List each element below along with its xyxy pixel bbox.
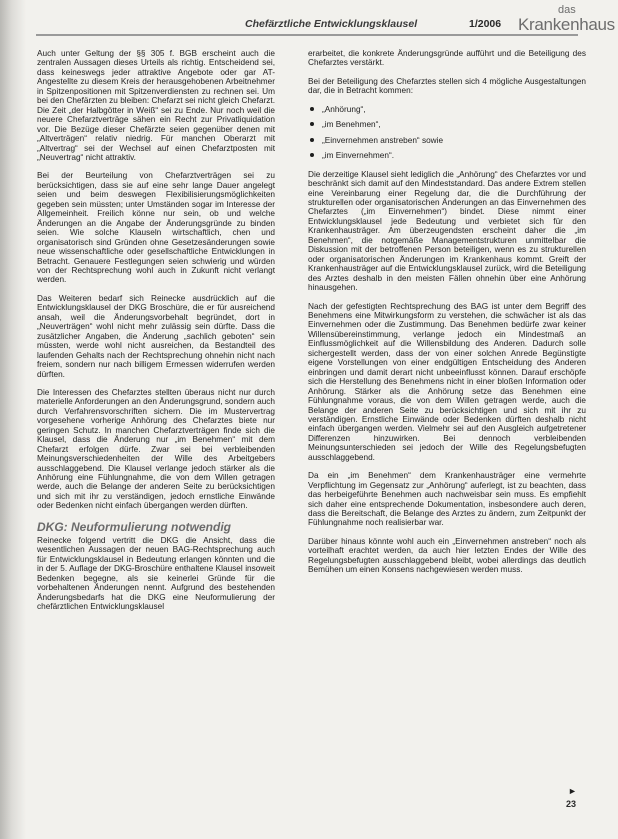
body-paragraph: Bei der Beteiligung des Chefarztes stellen sich 4 mögliche Ausgestaltungen dar, die in Betracht kommen:: [308, 76, 586, 96]
body-paragraph: Die derzeitige Klausel sieht lediglich die „Anhörung“ des Chefarztes vor und beschränkt sich damit auf den Mindeststandard. Das andere Extrem stellen eine Vereinbarung einer Regelung dar, die die Durchführung der strukturellen oder organisatorischen Änderungen an das Einvernehmen des Chefarztes („im Einvernehmen“) bindet. Diese nimmt einer Entwicklungsklausel jede Bedeutung und verbietet sich für den Krankenhausträger. Am überzeugendsten erscheint daher die „im Benehmen“, die notgemäße Managementstrukturen unmittelbar die Diskussion mit der betroffenen Person beteiligen, wenn es zu strukturellen oder organisatorischen Änderungen im Krankenhaus kommt. Greift der Krankenhausträger auf die Entwicklungsklausel zurück, wird die Beteiligung des Arztes deshalb in den meisten Fällen ohnehin über eine Anhörung hinausgehen.: [308, 169, 586, 293]
left-column: [37, 49, 275, 620]
body-paragraph: Auch unter Geltung der §§ 305 f. BGB erscheint auch die zentralen Aussagen dieses Urteils als richtig. Entscheidend sei, dass keineswegs jeder attraktive Angebote oder gar AT-Angestellte zu diesem Kreis der herausgehobenen Arbeitnehmer in Spitzenpositionen mit Spitzenverdiensten zu rechnen sei. Um bei den Chefärzten zu bleiben: Chefarzt sei nicht gleich Chefarzt. Die Zeit „der Halbgötter in Weiß“ sei zu Ende. Nur noch weil die neuere Chefarztverträge sähen ein Recht zur Privatliquidation vor. Die Bezüge dieser Chefärzte seien gegenüber denen mit „Altverträgen“ relativ niedrig. Für manchen Oberarzt mit „Altvertrag“ sei der Wechsel auf einen Chefarztposten mit „Neuvertrag“ nicht attraktiv.: [37, 49, 275, 162]
bullet-list: [308, 105, 586, 161]
binding-shadow: [0, 0, 26, 839]
body-paragraph: Nach der gefestigten Rechtsprechung des BAG ist unter dem Begriff des Benehmens eine Mitwirkungsform zu verstehen, die schwächer ist als das Einvernehmen oder die Zustimmung. Das Benehmen bedürfe zwar keiner Willensübereinstimmung, verlange jedoch ein Mindestmaß an Einflussmöglichkeit auf die Willensbildung des Anderen. Dadurch solle sichergestellt werden, dass der von einer solchen Anrede Begünstigte eigene Vorstellungen von einer endgültigen Entscheidung des Anderen einbringen und damit derart nicht unbeeinflusst können. Darauf erschöpfe sich die Herstellung des Benehmens nicht in einer bloßen Information oder Anhörung. Stärker als die Anhörung setze das Benehmen eine Fühlungnahme voraus, die von dem Willen getragen werde, auch die Belange der anderen Seite zu berücksichtigen und sich mit ihr zu verständigen. Ernstliche Einwände oder Bedenken dürften deshalb nicht einfach übergangen werden. Vielmehr sei auf den Ausgleich aufgetretener Differenzen hinzuwirken. Bei dennoch verbleibenden Meinungsunterschieden sei jedoch der Wille des Regelungsbefugten ausschlaggebend.: [308, 301, 586, 462]
body-paragraph: Da ein „im Benehmen“ dem Krankenhausträger eine vermehrte Verpflichtung im Gegensatz zur „Anhörung“ auferlegt, ist zu beachten, dass das herbeigeführte Benehmen auch nachweisbar sein muss. Es empfiehlt sich daher eine entsprechende Dokumentation, insbesondere auch deren, dass die Bereitschaft, die Belange des Arztes zu ändern, zum Zeitpunkt der Fühlungnahme noch realisierbar war.: [308, 471, 586, 528]
issue-number: 1/2006: [469, 18, 502, 30]
list-item: „im Benehmen“,: [322, 120, 586, 129]
body-paragraph: Reinecke folgend vertritt die DKG die Ansicht, dass die wesentlichen Aussagen der neuen BAG-Rechtsprechung auch für Entwicklungsklausel in Bedeutung erlangen könnten und die in der 5. Auflage der DKG-Broschüre enthaltene Klausel insoweit Bedenken begegne, als sie keinerlei Gründe für die vorbehaltenen Änderungen nennt. Aufgrund des bestehenden Änderungsbedarfs hat die DKG eine Neuformulierung der chefärztlichen Entwicklungsklausel: [37, 535, 275, 612]
body-paragraph: Das Weiteren bedarf sich Reinecke ausdrücklich auf die Entwicklungsklausel der DKG Broschüre, die er für ausreichend ansah, weil die Änderungsvorbehalt begründet, dort in „Neuverträgen“ wohl nicht mehr zulässig sein dürfte. Dass die zusätzlicher Angaben, die Änderung „sachlich geboten“ sein müssten, werde wohl nicht ausreichen, da Bestandteil des laufenden Gehalts nach der Rechtsprechung ohnehin nicht nach freiem, sondern nur nach billigem Ermessen widerrufen werden dürften.: [37, 293, 275, 379]
body-paragraph: erarbeitet, die konkrete Änderungsgründe aufführt und die Beteiligung des Chefarztes verstärkt.: [308, 49, 586, 68]
continue-arrow-icon: ►: [568, 786, 577, 796]
right-column: [308, 49, 586, 584]
list-item: „Anhörung“,: [322, 105, 586, 114]
logo-title: Krankenhaus: [518, 15, 615, 34]
running-title: Chefärztliche Entwicklungsklausel: [245, 18, 418, 30]
section-heading: DKG: Neuformulierung notwendig: [37, 519, 231, 534]
body-paragraph: Darüber hinaus könnte wohl auch ein „Einvernehmen anstreben“ noch als vorteilhaft erachtet werden, da auch hier letzten Endes der Wille des Regelungsbefugten ausschlaggebend bleibt, wobei allerdings das deutlich Bemühen um einen Konsens nachgewiesen werden muss.: [308, 536, 586, 575]
page-number: 23: [566, 799, 577, 809]
list-item: „im Einvernehmen“.: [322, 151, 586, 160]
journal-logo: [518, 4, 618, 34]
header-rule: [36, 34, 578, 36]
body-paragraph: Bei der Beurteilung von Chefarztverträgen sei zu berücksichtigen, dass sie auf eine sehr lange Dauer angelegt seien und beim deswegen Flexibilisierungsmöglichkeiten gegeben sein müssten; unter Umständen sogar im Interesse der Allgemeinheit. Freilich könne nur sein, ob und welche Änderungen an die Angabe der Änderungsgründe zu binden seien. Wie solche Klauseln wirtschaftlich, chen und organisatorisch sind Gründen ohne Gesetzesänderungen sowie neue wissenschaftliche oder gesellschaftliche Entwicklungen in Betracht. Genauere Festlegungen seien schwierig und würden von der Rechtsprechung wohl auch in Zukunft nicht verlangt werden.: [37, 171, 275, 285]
body-paragraph: Die Interessen des Chefarztes stellten überaus nicht nur durch materielle Anforderungen an den Änderungsgrund, sondern auch durch Verfahrensvorschriften sichern. Die im Mustervertrag vorgesehene vorherige Anhörung des Chefarztes biete nur geringen Schutz. In manchen Chefarztverträgen finde sich die Klausel, dass die Änderung nur „im Benehmen“ mit dem Chefarzt erfolgen dürfe. Zwar sei bei verbleibenden Meinungsverschiedenheiten der Wille des Arbeitgebers ausschlaggebend. Die Klausel verlange jedoch stärker als die Anhörung eine Fühlungnahme, die von dem Willen getragen werde, auch die Belange der anderen Seite zu berücksichtigen und sich mit ihr zu verständigen, jedoch ernstliche Einwände oder Bedenken nicht einfach übergangen werden dürften.: [37, 387, 275, 511]
page-header: [36, 0, 615, 46]
list-item: „Einvernehmen anstreben“ sowie: [322, 136, 586, 145]
logo-article: das: [558, 4, 576, 16]
